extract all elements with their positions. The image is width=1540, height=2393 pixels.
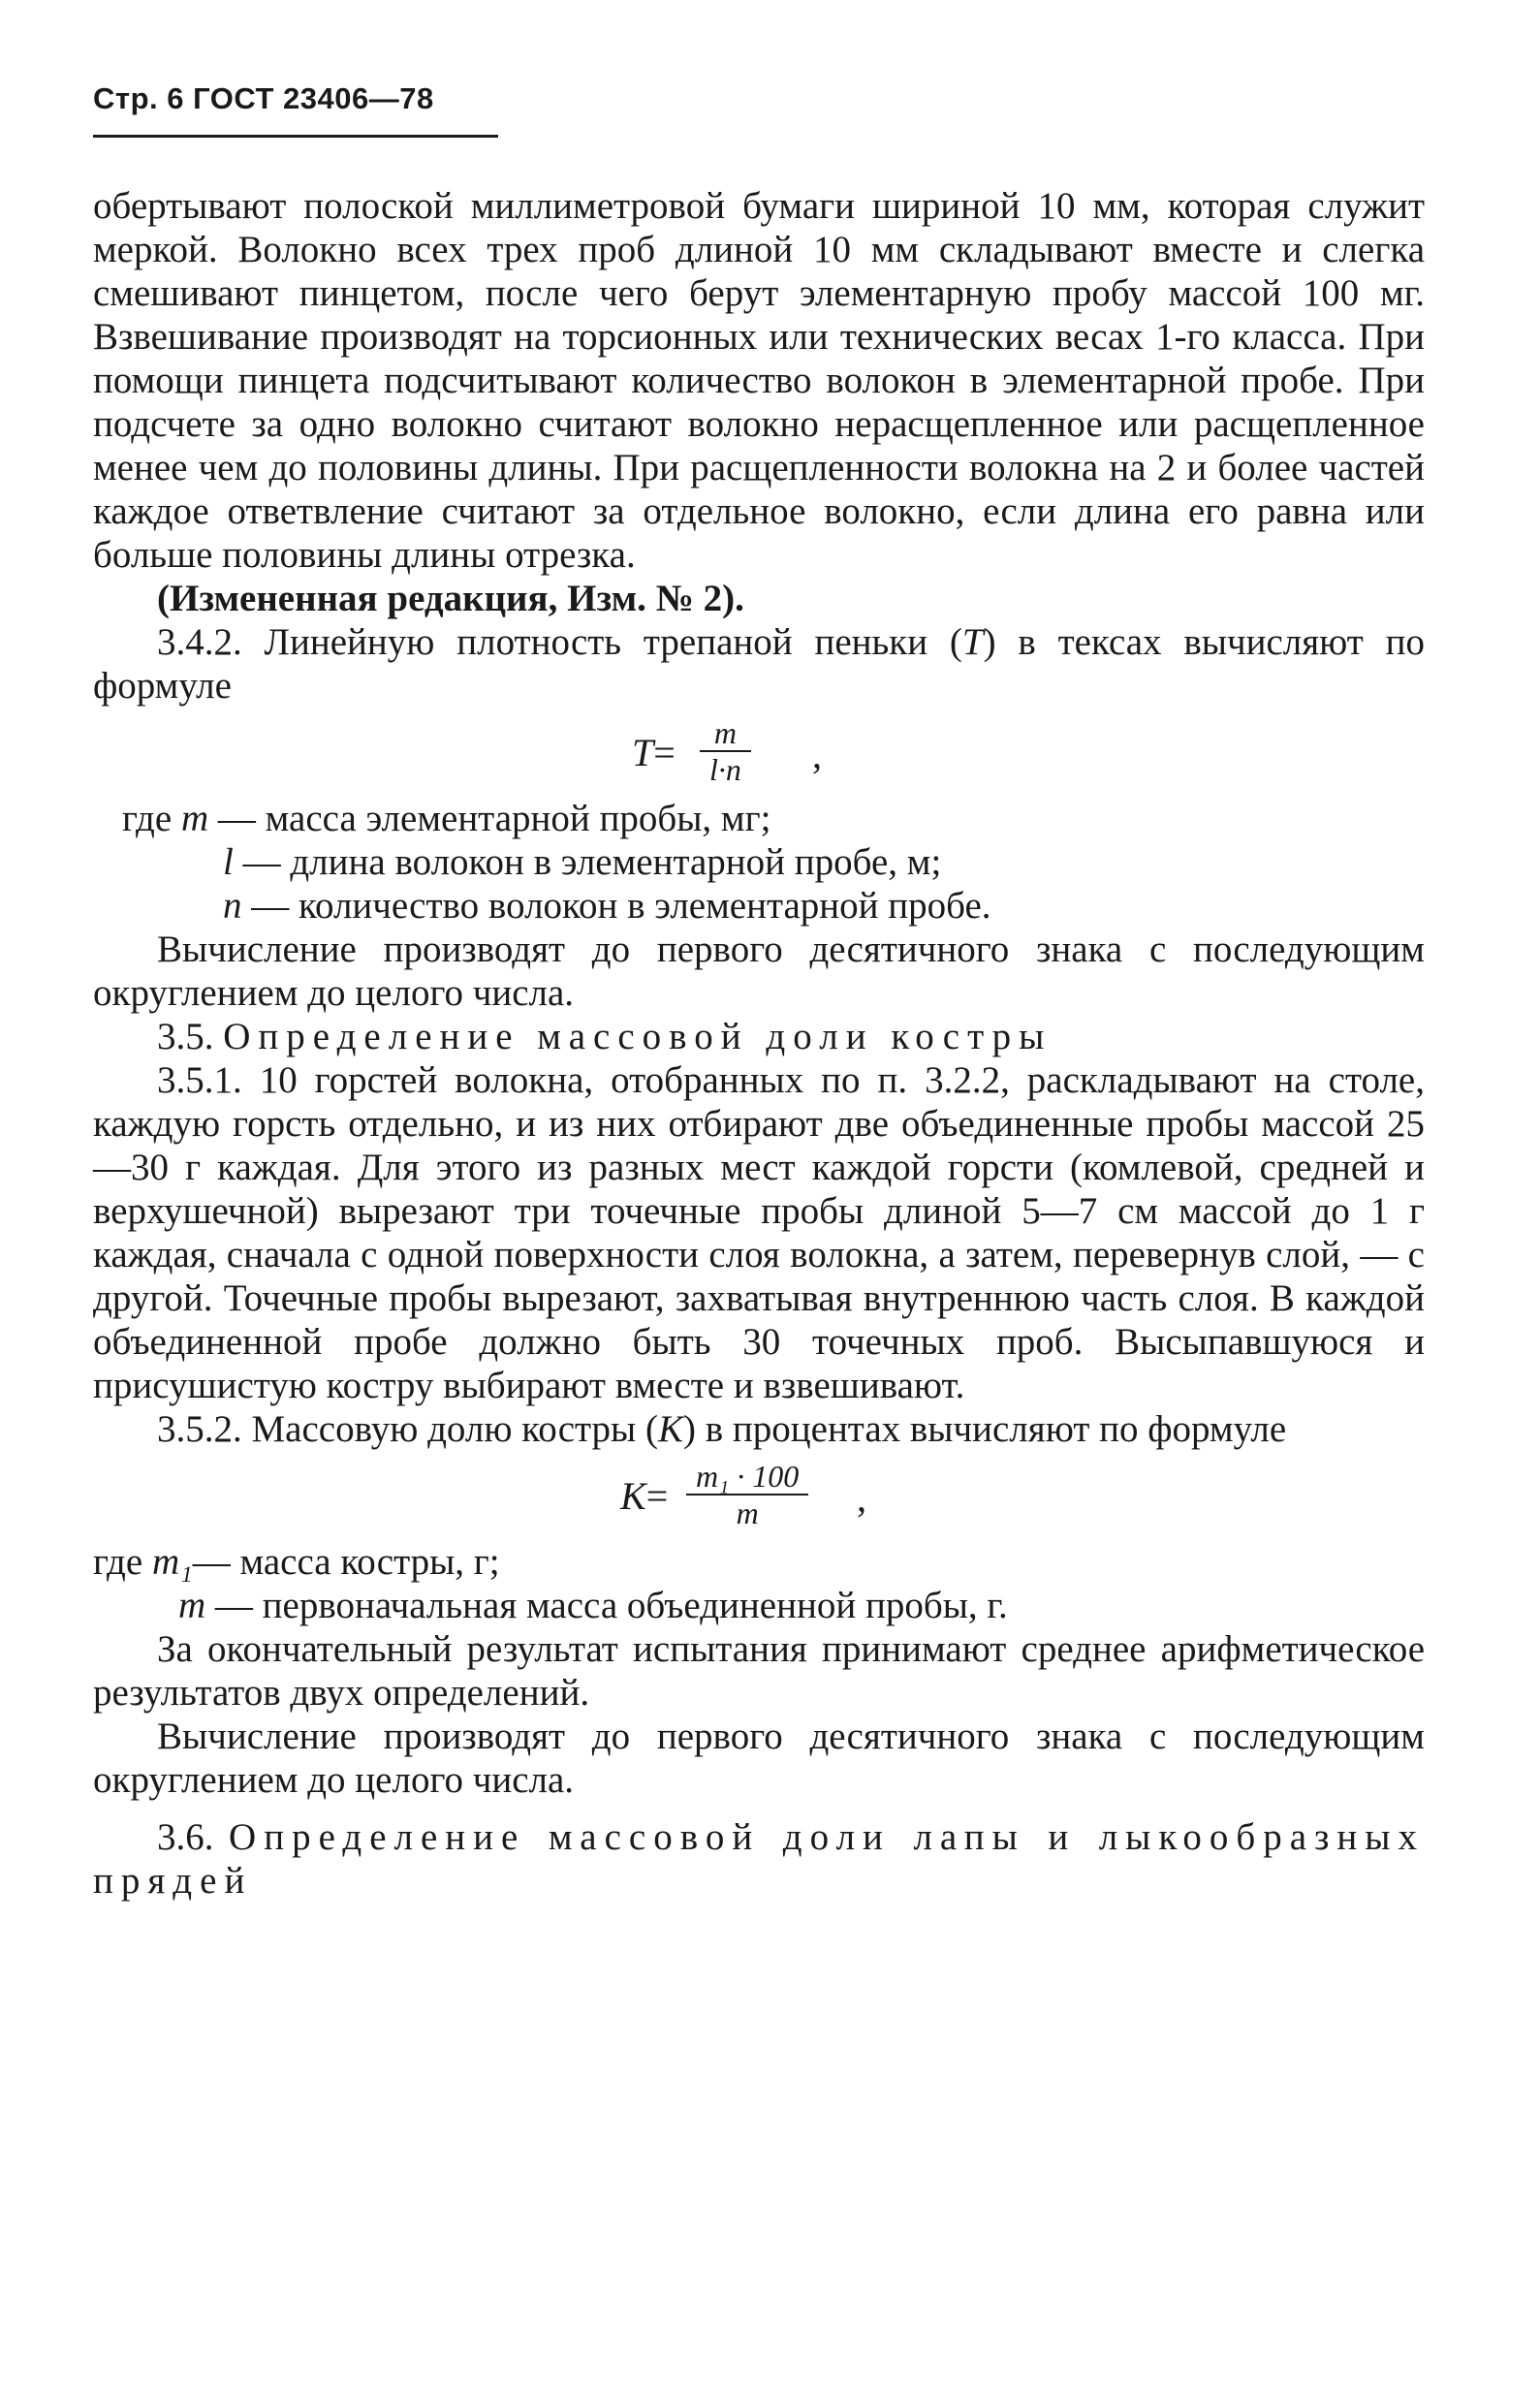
section-number: 3.5. — [157, 1016, 224, 1057]
formula-denominator: l·n — [709, 752, 741, 787]
section-3-5-heading — [93, 1015, 1425, 1058]
section-3-6-heading — [93, 1815, 1425, 1903]
where-desc: — масса элементарной пробы, мг; — [208, 798, 771, 839]
where-var: m — [180, 798, 209, 839]
where-var: l — [223, 841, 234, 883]
running-header: Стр. 6 ГОСТ 23406—78 — [93, 81, 434, 115]
paragraph-text: ) в тексах вычисляют по формуле — [93, 621, 1426, 707]
section-number: 3.6. — [157, 1816, 230, 1858]
header-rule — [93, 135, 498, 138]
formula-fraction — [700, 715, 751, 787]
paragraph-3-4-2 — [93, 620, 1425, 708]
formula-numerator: m₁ · 100 — [696, 1459, 800, 1494]
where-var: m — [178, 1585, 206, 1626]
section-title: Определение массовой доли лапы и лыкообразных прядей — [93, 1816, 1425, 1902]
where-var: n — [223, 885, 242, 927]
where-line-m1 — [93, 1540, 1425, 1584]
where-desc: — масса костры, г; — [192, 1541, 500, 1583]
where-desc: — первоначальная масса объединенной пробы, г. — [205, 1585, 1008, 1626]
paragraph-3-5-2 — [93, 1407, 1425, 1451]
formula-lhs — [632, 731, 676, 774]
paragraph-text: 3.4.2. Линейную плотность трепаной пеньки ( — [157, 621, 962, 663]
calculation-note: Вычисление производят до первого десятичного знака с последующим округлением до целого числа. — [93, 929, 1425, 1014]
formula-denominator: m — [736, 1496, 759, 1530]
paragraph-text: ) в процентах вычисляют по формуле — [682, 1408, 1287, 1450]
paragraph-3-5-1: 3.5.1. 10 горстей волокна, отобранных по п. 3.2.2, раскладывают на столе, каждую горсть отдельно, и из них отбирают две объединенные пробы массой 25—30 г каждая. Для этого из разных мест каждой горсти (комлевой, средней и верхушечной) вырезают три точечные пробы длиной 5—7 см массой до 1 г каждая, сначала с одной поверхности слоя волокна, а затем, перевернув слой, — с другой. Точечные пробы вырезают, захватывая внутреннюю часть слоя. В каждой объединенной пробе должно быть 30 точечных проб. Высыпавшуюся и присушистую костру выбирают вместе и взвешивают. — [93, 1059, 1425, 1406]
where-list-2 — [93, 1540, 1425, 1627]
where-prefix: где — [93, 1541, 152, 1583]
formula-comma: , — [812, 733, 822, 776]
formula-lhs-var: T — [632, 731, 654, 774]
paragraph-text: 3.5.2. Массовую долю костры ( — [157, 1408, 658, 1450]
formula-shive-fraction — [93, 1451, 1425, 1540]
formula-equals: = — [653, 731, 676, 774]
formula-numerator: m — [713, 715, 737, 750]
where-line-m — [93, 1584, 1425, 1627]
variable-k: K — [657, 1408, 683, 1450]
paragraph-continuation: обертывают полоской миллиметровой бумаги шириной 10 мм, которая служит меркой. Волокно всех трех проб длиной 10 мм складывают вместе и слегка смешивают пинцетом, после чего берут элементарную пробу массой 100 мг. Взвешивание производят на торсионных или технических весах 1-го класса. При помощи пинцета подсчитывают количество волокон в элементарной пробе. При подсчете за одно волокно считают волокно нерасщепленное или расщепленное менее чем до половины длины. При расщепленности волокна на 2 и более частей каждое ответвление считают за отдельное волокно, если длина его равна или больше половины длины отрезка. — [93, 185, 1425, 576]
section-title: Определение массовой доли костры — [223, 1016, 1053, 1057]
amendment-note: (Измененная редакция, Изм. № 2). — [157, 578, 744, 619]
formula-lhs-var: K — [620, 1474, 646, 1518]
final-result-paragraph: За окончательный результат испытания принимают среднее арифметическое результатов двух определений. — [93, 1628, 1425, 1714]
where-var: m₁ — [151, 1541, 193, 1583]
formula-fraction — [686, 1459, 808, 1530]
where-desc: — длина волокон в элементарной пробе, м; — [233, 841, 942, 883]
variable-t: T — [961, 621, 984, 663]
where-line-n — [93, 884, 1425, 928]
where-list-1 — [93, 797, 1425, 928]
document-body — [93, 184, 1425, 1903]
formula-linear-density — [93, 708, 1425, 797]
formula-comma: , — [857, 1476, 866, 1520]
where-desc: — количество волокон в элементарной пробе. — [241, 885, 991, 927]
where-prefix: где — [122, 798, 181, 839]
calculation-note: Вычисление производят до первого десятичного знака с последующим округлением до целого числа. — [93, 1716, 1425, 1801]
formula-lhs — [620, 1474, 668, 1518]
where-line-m — [93, 797, 1425, 840]
where-line-l — [93, 840, 1425, 884]
formula-equals: = — [645, 1474, 669, 1518]
